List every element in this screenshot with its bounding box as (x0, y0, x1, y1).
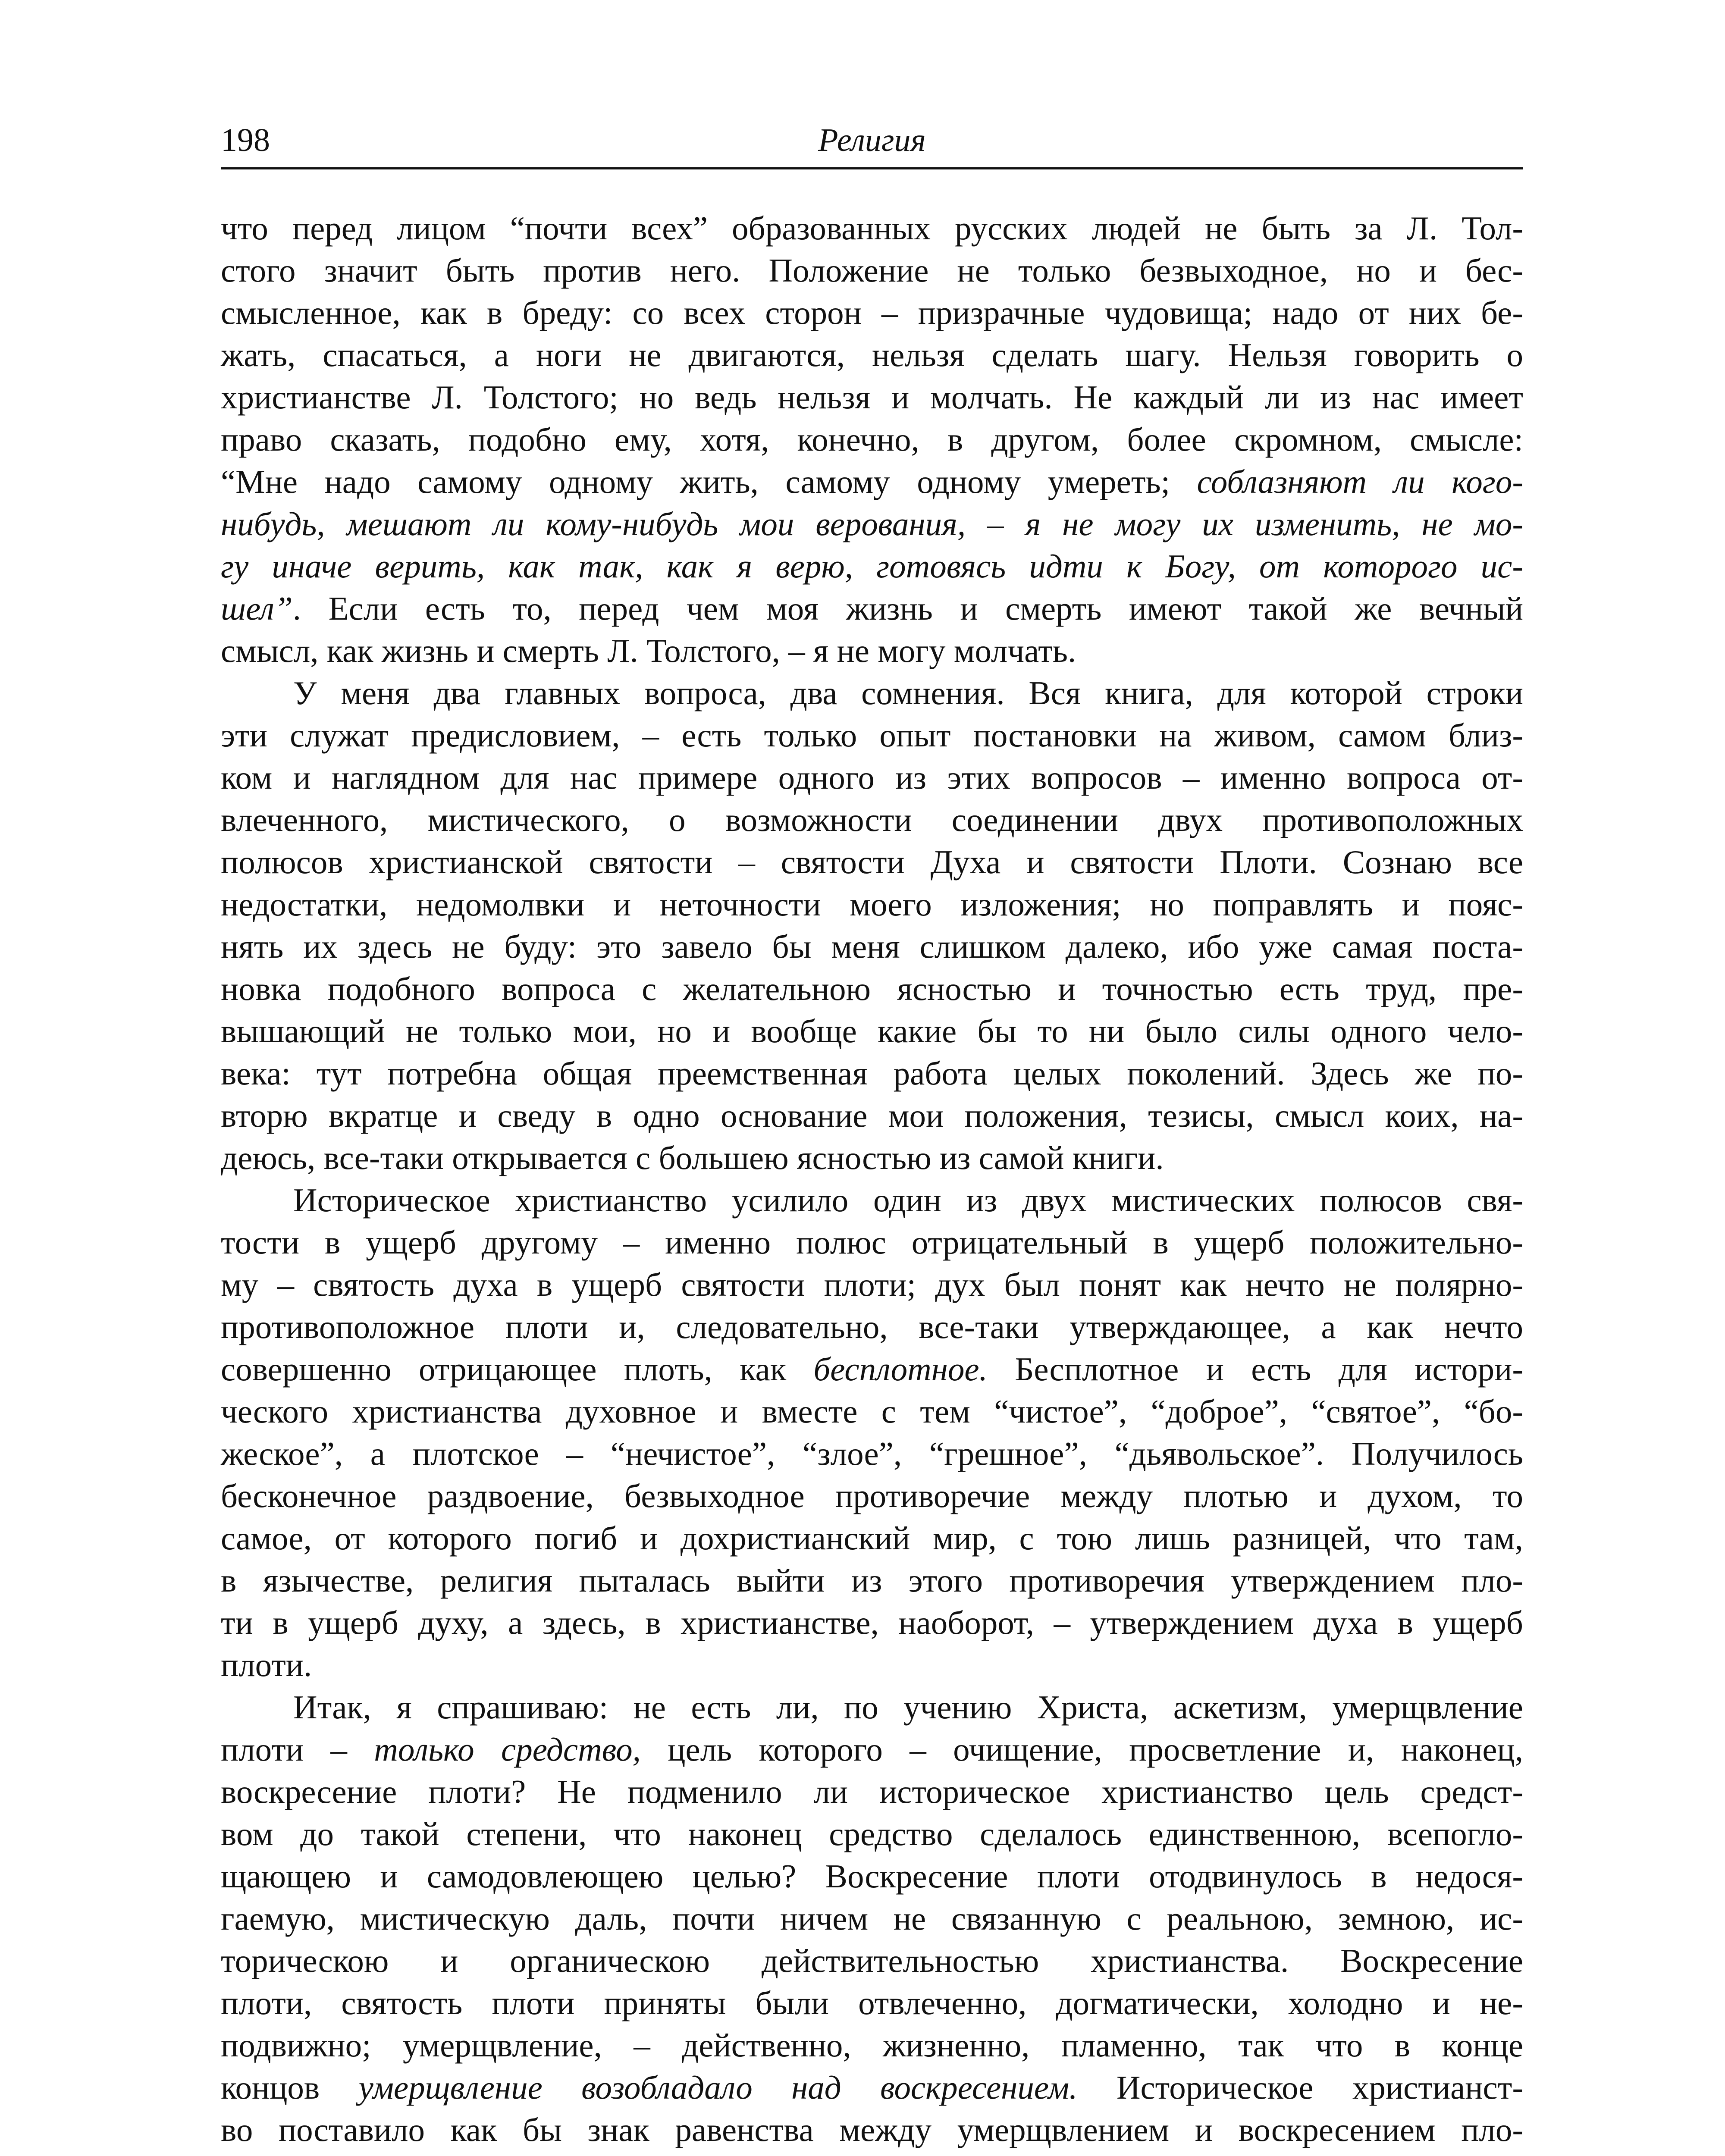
text-line: вом до такой степени, что наконец средство сделалось единственною, всепогло- (221, 1815, 1523, 1852)
text-line: смысленное, как в бреду: со всех сторон – призрачные чудовища; надо от них бе- (221, 294, 1523, 331)
text-line: недостатки, недомолвки и неточности моего изложения; но поправлять и пояс- (221, 886, 1523, 923)
text-line: века: тут потребна общая преемственная работа целых поколений. Здесь же по- (221, 1055, 1523, 1092)
text-line: вторю вкратце и сведу в одно основание мои положения, тезисы, смысл коих, на- (221, 1097, 1523, 1134)
text-line: в язычестве, религия пыталась выйти из этого противоречия утверждением пло- (221, 1562, 1523, 1599)
text-line: тости в ущерб другому – именно полюс отрицательный в ущерб положительно- (221, 1224, 1523, 1261)
text-line: влеченного, мистического, о возможности соединении двух противоположных (221, 801, 1523, 838)
page-header (221, 116, 1523, 169)
text-line: концов умерщвление возобладало над воскресением. Историческое христианст- (221, 2069, 1523, 2106)
text-line: плоти – только средство, цель которого – очищение, просветление и, наконец, (221, 1731, 1523, 1768)
text-line: Историческое христианство усилило один из двух мистических полюсов свя- (293, 1181, 1523, 1219)
text-line: му – святость духа в ущерб святости плоти; дух был понят как нечто не полярно- (221, 1266, 1523, 1303)
text-line: нять их здесь не буду: это завело бы меня слишком далеко, ибо уже самая поста- (221, 928, 1523, 965)
text-line: шел”. Если есть то, перед чем моя жизнь и смерть имеют такой же вечный (221, 590, 1523, 627)
text-line (221, 545, 1523, 587)
text-line: Итак, я спрашиваю: не есть ли, по учению Христа, аскетизм, умерщвление (293, 1689, 1523, 1726)
text-line: воскресение плоти? Не подменило ли историческое христианство цель средст- (221, 1773, 1523, 1810)
text-line: самое, от которого погиб и дохристианский мир, с тою лишь разницей, что там, (221, 1520, 1523, 1557)
text-line: что перед лицом “почти всех” образованных русских людей не быть за Л. Тол- (221, 210, 1523, 247)
text-line: стого значит быть против него. Положение не только безвыходное, но и бес- (221, 252, 1523, 289)
body-text (221, 207, 1523, 2151)
text-line: во поставило как бы знак равенства между умерщвлением и воскресением пло- (221, 2111, 1523, 2148)
text-line: противоположное плоти и, следовательно, все-таки утверждающее, а как нечто (221, 1308, 1523, 1345)
italic-emphasis: умерщвление возобладало над воскресением. (358, 2069, 1078, 2106)
text-line: У меня два главных вопроса, два сомнения. Вся книга, для которой строки (293, 674, 1523, 711)
italic-emphasis: бесплотное. (813, 1351, 988, 1388)
text-line: жеское”, а плотское – “нечистое”, “злое”, “грешное”, “дьявольское”. Получилось (221, 1435, 1523, 1472)
italic-emphasis: только средство, (374, 1731, 641, 1768)
text-line: ческого христианства духовное и вместе с тем “чистое”, “доброе”, “святое”, “бо- (221, 1393, 1523, 1430)
text-line: щающею и самодовлеющею целью? Воскресение плоти отодвинулось в недося- (221, 1858, 1523, 1895)
text-line: плоти, святость плоти приняты были отвлеченно, догматически, холодно и не- (221, 1984, 1523, 2021)
text-line: торическою и органическою действительностью христианства. Воскресение (221, 1942, 1523, 1979)
page-number: 198 (221, 122, 270, 158)
text-line: смысл, как жизнь и смерть Л. Толстого, – я не могу молчать. (221, 632, 1076, 669)
italic-quote: гу иначе верить, как так, как я верю, готовясь идти к Богу, от которого ис- (221, 548, 1523, 585)
running-title: Религия (818, 122, 926, 158)
text-line: плоти. (221, 1646, 312, 1683)
text-line: жать, спасаться, а ноги не двигаются, нельзя сделать шагу. Нельзя говорить о (221, 336, 1523, 373)
text-line: “Мне надо самому одному жить, самому одному умереть; соблазняют ли кого- (221, 463, 1523, 500)
text-line: новка подобного вопроса с желательною ясностью и точностью есть труд, пре- (221, 970, 1523, 1007)
text-line: бесконечное раздвоение, безвыходное противоречие между плотью и духом, то (221, 1477, 1523, 1514)
text-line: полюсов христианской святости – святости Духа и святости Плоти. Сознаю все (221, 843, 1523, 881)
text-line: деюсь, все-таки открывается с большею ясностью из самой книги. (221, 1139, 1164, 1176)
text-line: право сказать, подобно ему, хотя, конечно, в другом, более скромном, смысле: (221, 421, 1523, 458)
text-line: вышающий не только мои, но и вообще какие бы то ни было силы одного чело- (221, 1012, 1523, 1050)
text-line: совершенно отрицающее плоть, как бесплотное. Бесплотное и есть для истори- (221, 1351, 1524, 1388)
italic-quote: шел” (221, 590, 293, 627)
italic-quote: нибудь, мешают ли кому-нибудь мои верования, – я не могу их изменить, не мо- (221, 505, 1523, 542)
text-line (221, 503, 1523, 545)
text-line: гаемую, мистическую даль, почти ничем не связанную с реальною, земною, ис- (221, 1900, 1523, 1937)
text-line: ком и наглядном для нас примере одного из этих вопросов – именно вопроса от- (221, 759, 1523, 796)
text-line: эти служат предисловием, – есть только опыт постановки на живом, самом близ- (221, 717, 1523, 754)
italic-quote: соблазняют ли кого- (1197, 463, 1523, 500)
text-line: христианстве Л. Толстого; но ведь нельзя и молчать. Не каждый ли из нас имеет (221, 379, 1523, 416)
text-line: подвижно; умерщвление, – действенно, жизненно, пламенно, так что в конце (221, 2027, 1523, 2064)
text-line: ти в ущерб духу, а здесь, в христианстве, наоборот, – утверждением духа в ущерб (221, 1604, 1523, 1641)
